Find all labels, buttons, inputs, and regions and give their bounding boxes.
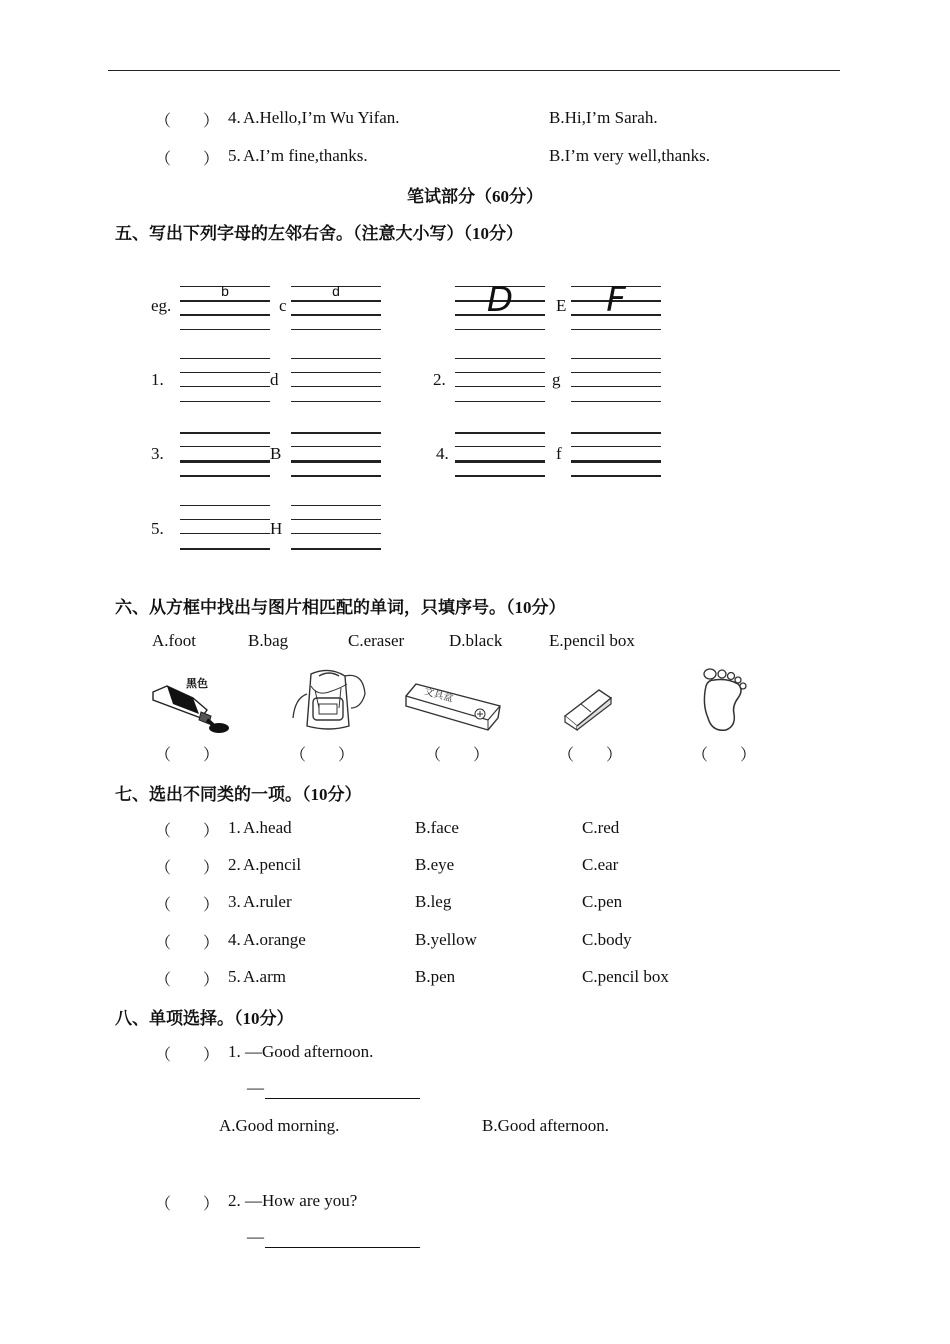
row-label: 2.	[433, 370, 446, 389]
example-label: eg.	[151, 296, 172, 315]
writing-grid[interactable]	[571, 432, 661, 476]
writing-grid[interactable]	[455, 432, 545, 476]
row-label: 1.	[151, 370, 164, 389]
answer-paren[interactable]: （ ）	[155, 897, 220, 914]
written-part-title: 笔试部分（60分）	[407, 187, 543, 206]
item-number: 5.	[228, 146, 241, 165]
item-number: 4.	[228, 108, 241, 127]
word-option: D.black	[449, 631, 503, 650]
section7-title: 七、选出不同类的一项。（10分）	[115, 785, 362, 804]
option-c: C.red	[582, 818, 620, 837]
option-b: B.Hi,I’m Sarah.	[549, 108, 658, 127]
backpack-icon	[289, 668, 369, 734]
answer-paren[interactable]: （ ）	[155, 860, 220, 877]
paint-label: 黑色	[186, 677, 208, 690]
answer-blank[interactable]	[265, 1247, 420, 1248]
top-rule	[108, 70, 840, 71]
writing-grid[interactable]	[291, 432, 381, 476]
given-letter: d	[270, 370, 279, 389]
option-a: A.ruler	[243, 892, 292, 911]
foot-icon	[698, 668, 750, 734]
answer-blank[interactable]	[265, 1098, 420, 1099]
option-b: B.leg	[415, 892, 452, 911]
option-a: A.orange	[243, 930, 306, 949]
paint-tube-icon	[149, 672, 239, 734]
word-option: B.bag	[248, 631, 289, 650]
row-label: 3.	[151, 444, 164, 463]
pencil-box-label: 文具盒	[422, 686, 455, 705]
option-c: C.body	[582, 930, 632, 949]
example-answer: d	[332, 283, 340, 299]
answer-paren[interactable]: （ ）	[155, 935, 220, 952]
option-a: A.pencil	[243, 855, 302, 874]
given-letter: B	[270, 444, 282, 463]
item-number: 4.	[228, 930, 241, 949]
option-a: A.Hello,I’m Wu Yifan.	[243, 108, 400, 127]
option-a: A.Good morning.	[219, 1116, 340, 1135]
writing-grid[interactable]	[180, 505, 270, 549]
writing-grid[interactable]	[455, 280, 545, 330]
answer-paren[interactable]: （ ）	[155, 113, 220, 130]
reply-dash: —	[247, 1078, 264, 1097]
question-text: 1. —Good afternoon.	[228, 1042, 374, 1061]
eraser-icon	[561, 686, 615, 730]
item-number: 5.	[228, 967, 241, 986]
word-option: A.foot	[152, 631, 196, 650]
writing-grid[interactable]	[180, 358, 270, 402]
given-letter: H	[270, 519, 283, 538]
given-letter: E	[556, 296, 567, 315]
word-option: C.eraser	[348, 631, 405, 650]
reply-dash: —	[247, 1227, 264, 1246]
word-option: E.pencil box	[549, 631, 635, 650]
writing-grid[interactable]	[180, 283, 270, 330]
given-letter: f	[556, 444, 562, 463]
option-c: C.ear	[582, 855, 619, 874]
option-b: B.face	[415, 818, 459, 837]
answer-paren[interactable]: （ ）	[155, 151, 220, 168]
option-b: B.I’m very well,thanks.	[549, 146, 710, 165]
option-b: B.eye	[415, 855, 455, 874]
option-a: A.arm	[243, 967, 286, 986]
section5-title: 五、写出下列字母的左邻右舍。（注意大小写）（10分）	[115, 224, 523, 243]
section8-title: 八、单项选择。（10分）	[115, 1009, 294, 1028]
answer-paren[interactable]: （ ）	[155, 1196, 220, 1213]
answer-paren[interactable]: （ ）	[692, 747, 757, 764]
row-label: 5.	[151, 519, 164, 538]
answer-paren[interactable]: （ ）	[155, 1047, 220, 1064]
pencil-box-icon	[404, 676, 502, 732]
row-label: 4.	[436, 444, 449, 463]
example-answer: b	[221, 283, 229, 299]
answer-paren[interactable]: （ ）	[155, 823, 220, 840]
option-a: A.I’m fine,thanks.	[243, 146, 368, 165]
question-text: 2. —How are you?	[228, 1191, 358, 1210]
writing-grid[interactable]	[571, 280, 661, 330]
option-b: B.pen	[415, 967, 456, 986]
answer-paren[interactable]: （ ）	[425, 747, 490, 764]
option-c: C.pen	[582, 892, 623, 911]
option-b: B.Good afternoon.	[482, 1116, 610, 1135]
example-answer: F	[606, 280, 626, 320]
writing-grid[interactable]	[291, 358, 381, 402]
writing-grid[interactable]	[455, 358, 545, 402]
item-number: 3.	[228, 892, 241, 911]
section6-title: 六、从方框中找出与图片相匹配的单词，只填序号。（10分）	[115, 598, 566, 617]
writing-grid[interactable]	[291, 505, 381, 549]
answer-paren[interactable]: （ ）	[290, 747, 355, 764]
writing-grid[interactable]	[291, 283, 381, 330]
writing-grid[interactable]	[180, 432, 270, 476]
answer-paren[interactable]: （ ）	[155, 747, 220, 764]
answer-paren[interactable]: （ ）	[558, 747, 623, 764]
option-c: C.pencil box	[582, 967, 669, 986]
answer-paren[interactable]: （ ）	[155, 972, 220, 989]
option-a: A.head	[243, 818, 292, 837]
example-answer: D	[486, 280, 514, 320]
item-number: 1.	[228, 818, 241, 837]
given-letter: c	[279, 296, 287, 315]
item-number: 2.	[228, 855, 241, 874]
option-b: B.yellow	[415, 930, 477, 949]
given-letter: g	[552, 370, 561, 389]
writing-grid[interactable]	[571, 358, 661, 402]
